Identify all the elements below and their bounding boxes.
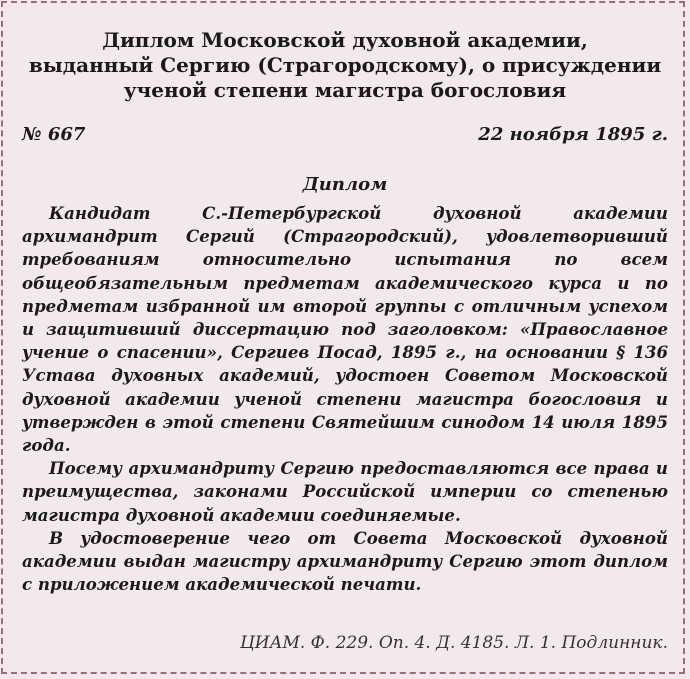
- diploma-text: [22, 202, 668, 596]
- document-date: 22 ноября 1895 г.: [478, 124, 668, 145]
- document-number: № 667: [22, 124, 86, 145]
- document-title: Диплом Московской духовной академии, выданный Сергию (Страгородскому), о присуждении ученой степени магистра богословия: [28, 28, 662, 102]
- paragraph: В удостоверение чего от Совета Московской духовной академии выдан магистру архимандриту Сергию этот диплом с приложением академической печати.: [22, 527, 668, 595]
- archive-source: ЦИАМ. Ф. 229. Оп. 4. Д. 4185. Л. 1. Подлинник.: [239, 633, 668, 653]
- diploma-heading: Диплом: [302, 174, 388, 195]
- paragraph: Посему архимандриту Сергию предоставляются все права и преимущества, законами Российской империи со степенью магистра духовной академии соединяемые.: [22, 458, 668, 525]
- paragraph: Кандидат С.-Петербургской духовной академии архимандрит Сергий (Страгородский), удовлетворивший требованиям относительно испытания по всем общеобязательным предметам академического курса и по предметам избранной им второй группы с отличным успехом и защитивший диссертацию под заголовком: «Православное учение о спасении», Сергиев Посад, 1895 г., на основании § 136 Устава духовных академий, удостоен Советом Московской духовной академии ученой степени магистра богословия и утвержден в этой степени Святейшим синодом 14 июля 1895 года.: [22, 203, 668, 456]
